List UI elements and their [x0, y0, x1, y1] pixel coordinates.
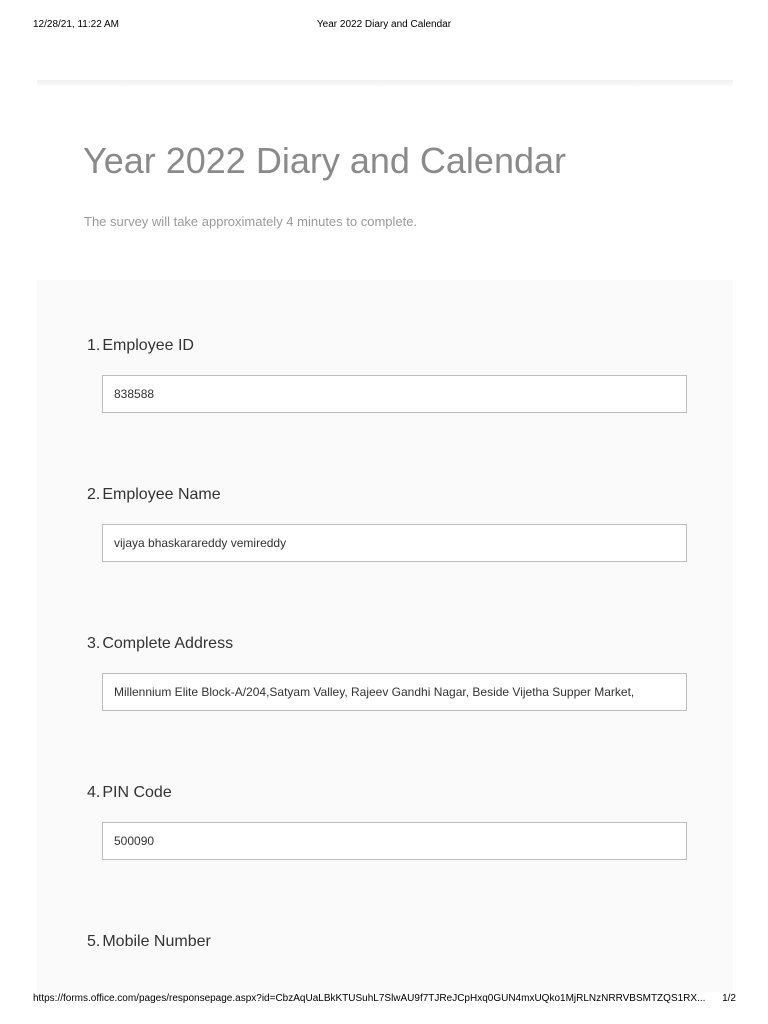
- question-label: [87, 782, 687, 804]
- question-mobile-number: [87, 931, 687, 953]
- question-label: [87, 931, 687, 953]
- question-pin-code: [87, 782, 687, 860]
- question-number: 2.: [87, 486, 101, 503]
- form-header-band: [37, 80, 733, 86]
- question-complete-address: [87, 633, 687, 711]
- print-page-title: Year 2022 Diary and Calendar: [316, 19, 452, 30]
- question-number: 4.: [87, 784, 101, 801]
- print-url: https://forms.office.com/pages/responsepage.aspx?id=CbzAqUaLBkKTUSuhL7SlwAU9f7TJReJCpHxq0GUN4mxUQko1MjRLNzNRRVBSMTZQS1RX...: [33, 993, 706, 1004]
- print-header: [0, 19, 768, 33]
- question-text: Mobile Number: [102, 933, 211, 950]
- question-text: Complete Address: [102, 635, 234, 652]
- question-number: 5.: [87, 933, 101, 950]
- question-text: Employee Name: [102, 486, 221, 503]
- employee-name-field[interactable]: vijaya bhaskarareddy vemireddy: [102, 524, 687, 562]
- question-text: Employee ID: [102, 337, 194, 354]
- print-datetime: 12/28/21, 11:22 AM: [33, 19, 119, 30]
- employee-id-field[interactable]: 838588: [102, 375, 687, 413]
- print-page-number: 1/2: [722, 993, 736, 1004]
- print-footer: [0, 993, 768, 1007]
- question-number: 1.: [87, 337, 101, 354]
- question-label: [87, 484, 687, 506]
- complete-address-field[interactable]: Millennium Elite Block-A/204,Satyam Valley, Rajeev Gandhi Nagar, Beside Vijetha Supper Market,: [102, 673, 687, 711]
- form-title: Year 2022 Diary and Calendar: [83, 140, 566, 181]
- question-employee-name: [87, 484, 687, 562]
- question-text: PIN Code: [102, 784, 172, 801]
- question-label: [87, 633, 687, 655]
- question-employee-id: [87, 335, 687, 413]
- pin-code-field[interactable]: 500090: [102, 822, 687, 860]
- question-label: [87, 335, 687, 357]
- questions-panel: [37, 280, 733, 992]
- form-subtitle: The survey will take approximately 4 minutes to complete.: [84, 214, 418, 229]
- question-number: 3.: [87, 635, 101, 652]
